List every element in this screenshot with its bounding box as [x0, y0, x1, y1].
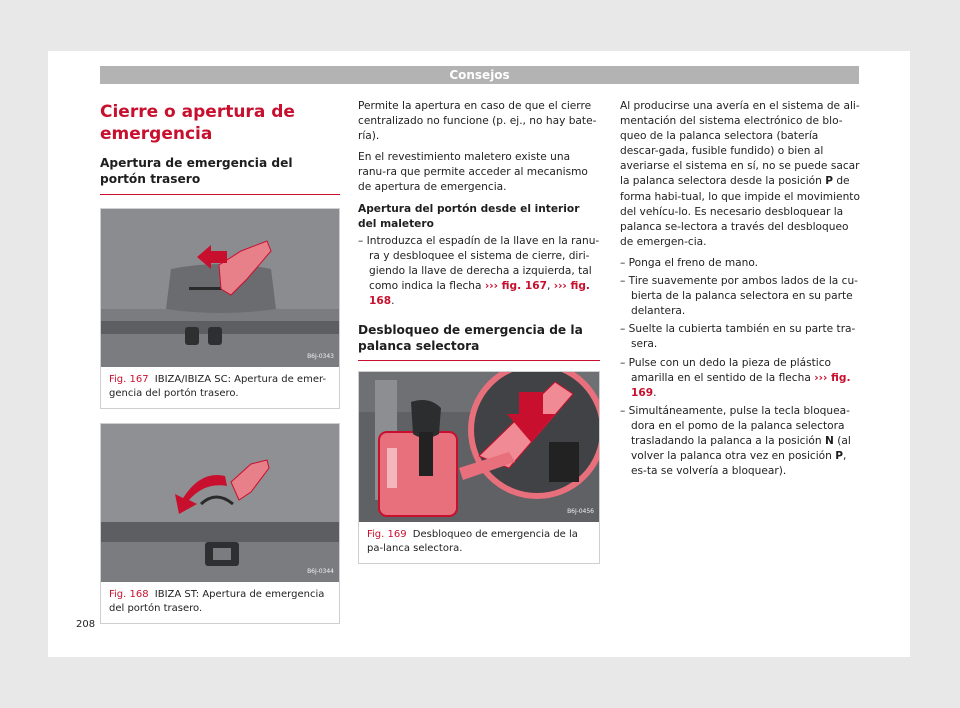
paragraph	[620, 99, 860, 250]
section-header: Consejos	[100, 66, 859, 84]
figure-code: B6J-0343	[307, 352, 334, 360]
figure-label: Fig. 168	[109, 589, 149, 600]
figure-167-caption	[101, 367, 339, 408]
step-text: , es-ta se volvería a bloquear).	[631, 450, 847, 478]
subsection-title: Desbloqueo de emergencia de la palanca selectora	[358, 322, 600, 361]
manual-page	[48, 51, 910, 657]
step-text: Tire suavemente por ambos lados de la cu-bierta de la palanca selectora en su parte delantera.	[628, 275, 859, 318]
gear-selector-illustration	[359, 372, 599, 522]
step-text: Simultáneamente, pulse la tecla bloquea-dora en el pomo de la palanca selectora trasladando la palanca a la posición	[628, 404, 850, 447]
caption-text: IBIZA ST: Apertura de emergencia del portón trasero.	[109, 589, 325, 614]
text: de forma habi-tual, lo que impide el movimiento del vehícu-lo. Es necesario desbloquear la palanca se-lectora a través del desbloqueo de emergen-cia.	[620, 175, 860, 248]
list-item: – Simultáneamente, pulse la tecla bloquea-dora en el pomo de la palanca selectora trasladando la palanca a la posición N (al volver la palanca otra vez en posición P, es-ta se volvería a bloquear).	[620, 404, 851, 478]
section-title: Cierre o apertura de emergencia	[100, 102, 295, 144]
figure-167-image	[101, 209, 339, 367]
figure-code: B6J-0456	[567, 508, 594, 516]
figure-168	[100, 423, 340, 624]
text: Al producirse una avería en el sistema de ali-mentación del sistema electrónico de blo-queo de la palanca selectora (batería descar-gada, fusible fundido) o bien al averiarse el sistema en sí, no se puede sacar la palanca selectora desde la posición	[620, 100, 860, 188]
list-item: – Introduzca el espadín de la llave en la ranu-ra y desbloquee el sistema de cierre, diri-giendo la llave de derecha a izquierda, tal como indica la flecha ››› fig. 167, ››› fig. 168.	[358, 234, 600, 308]
step-text: Introduzca el espadín de la llave en la ranu-ra y desbloquee el sistema de cierre, diri-giendo la llave de derecha a izquierda, tal como indica la flecha	[366, 234, 600, 293]
figure-169-image	[359, 372, 599, 522]
figure-167	[100, 208, 340, 409]
figure-label: Fig. 167	[109, 374, 149, 385]
subsection-title: Apertura de emergencia del portón trasero	[100, 155, 340, 195]
figure-code: B6J-0344	[307, 567, 334, 575]
tailgate-curved-arrow-illustration	[101, 424, 339, 582]
caption-text: IBIZA/IBIZA SC: Apertura de emer-gencia del portón trasero.	[109, 374, 327, 399]
position-label: N	[824, 434, 834, 447]
caption-text: Desbloqueo de emergencia de la pa-lanca selectora.	[367, 529, 578, 555]
figure-link[interactable]: ››› fig. 167	[484, 280, 547, 293]
column-left	[100, 99, 340, 638]
figure-label: Fig. 169	[367, 529, 407, 541]
figure-168-caption	[101, 582, 339, 623]
paragraph: Permite la apertura en caso de que el cierre centralizado no funcione (p. ej., no hay bate-ría).	[358, 100, 597, 143]
position-label: P	[825, 175, 833, 188]
step-text: Suelte la cubierta también en su parte tra-sera.	[628, 323, 856, 351]
column-right	[620, 99, 860, 482]
list-item: – Suelte la cubierta también en su parte tra-sera.	[620, 323, 856, 351]
figure-169	[358, 371, 600, 564]
figure-169-caption	[359, 522, 599, 563]
position-label: P	[835, 450, 843, 463]
figure-168-image	[101, 424, 339, 582]
instruction-heading: Apertura del portón desde el interior del maletero	[358, 202, 580, 230]
figure-link[interactable]: ››› fig. 169	[631, 371, 851, 399]
tailgate-key-slot-illustration	[101, 209, 339, 367]
step-text: (al volver la palanca otra vez en posición	[631, 434, 851, 463]
page-number: 208	[76, 619, 96, 630]
list-item: – Ponga el freno de mano.	[620, 256, 759, 269]
list-item: – Tire suavemente por ambos lados de la cu-bierta de la palanca selectora en su parte delantera.	[620, 275, 859, 318]
paragraph: En el revestimiento maletero existe una ranu-ra que permite acceder al mecanismo de apertura de emergencia.	[358, 151, 588, 194]
step-text: Ponga el freno de mano.	[628, 256, 759, 269]
figure-link[interactable]: ››› fig. 168	[369, 280, 590, 308]
step-text: Pulse con un dedo la pieza de plástico amarilla en el sentido de la flecha	[628, 356, 832, 384]
column-middle	[358, 99, 600, 578]
list-item: – Pulse con un dedo la pieza de plástico amarilla en el sentido de la flecha ››› fig. 169.	[620, 356, 851, 399]
